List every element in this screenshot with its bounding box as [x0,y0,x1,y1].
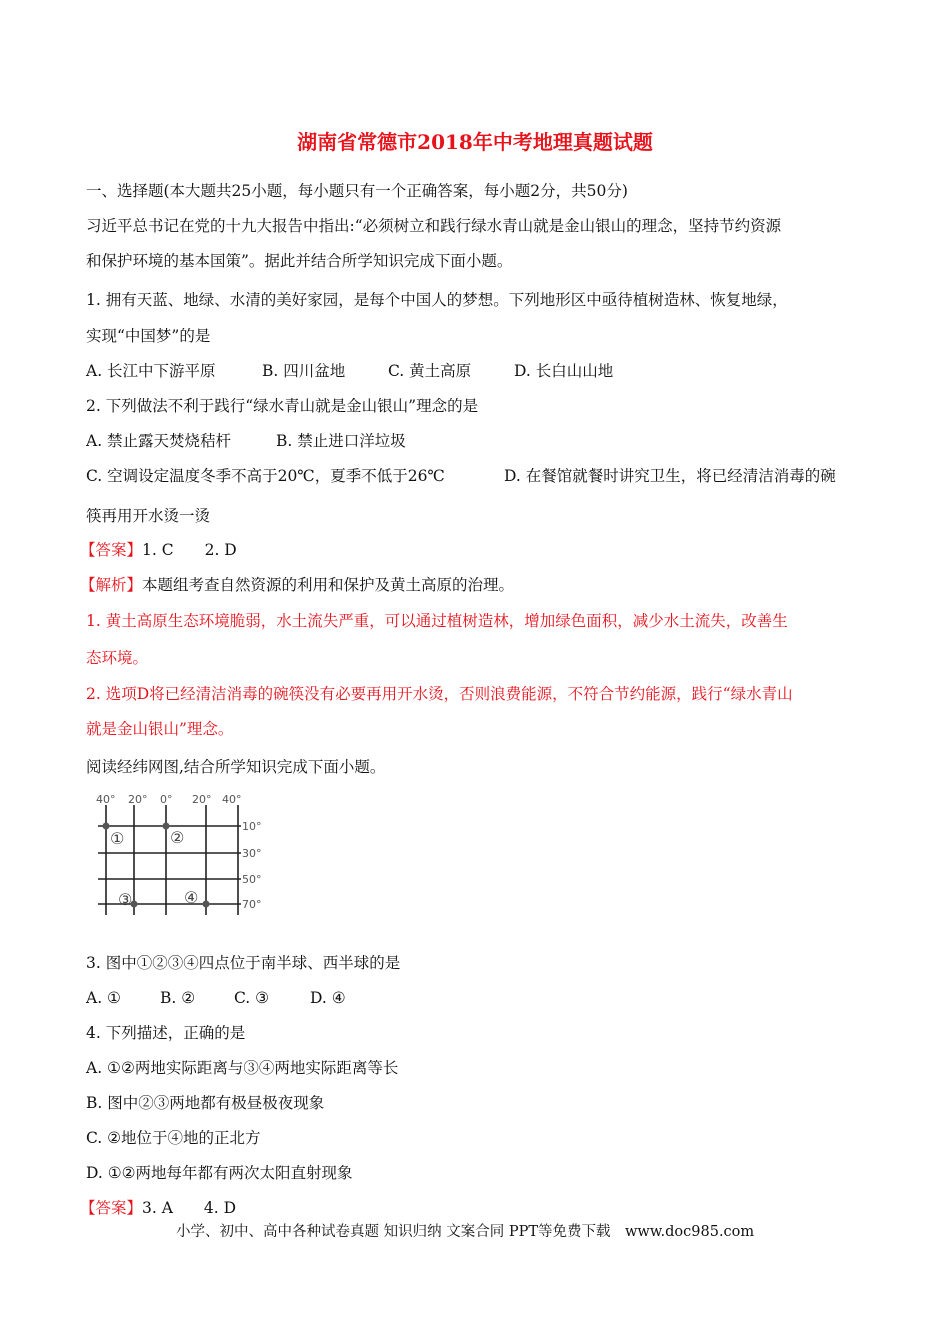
lon-label: 40° [222,793,242,806]
question-2-options-ab [86,431,406,451]
lon-label: 20° [192,793,212,806]
page-title: 湖南省常德市2018年中考地理真题试题 [297,130,653,154]
lat-label: 10° [242,820,262,833]
latitude-longitude-grid [86,787,271,917]
point-2-dot [163,823,170,830]
option-b: B. ② [160,989,196,1007]
question-3-stem: 3. 图中①②③④四点位于南半球、西半球的是 [86,954,401,972]
answer-label: 【答案】 [80,1199,143,1217]
analysis-p2-line-1: 2. 选项D将已经清洁消毒的碗筷没有必要再用开水烫，否则浪费能源，不符合节约能源，践行“绿水青山 [86,685,793,703]
point-4-dot [203,901,210,908]
point-1-label: ① [110,829,125,848]
question-2-options-cd [86,466,836,486]
section-heading: 一、选择题(本大题共25小题，每小题只有一个正确答案，每小题2分，共50分) [86,182,628,200]
page-footer: 小学、初中、高中各种试卷真题 知识归纳 文案合同 PPT等免费下载 www.doc985.com [176,1224,755,1240]
point-1-dot [103,823,110,830]
lon-label: 40° [96,793,116,806]
question-2-stem: 2. 下列做法不利于践行“绿水青山就是金山银山”理念的是 [86,397,479,415]
question-1-line-1: 1. 拥有天蓝、地绿、水清的美好家园，是每个中国人的梦想。下列地形区中亟待植树造林、恢复地绿， [86,291,788,309]
question-4-option-b: B. 图中②③两地都有极昼极夜现象 [86,1094,325,1112]
option-a: A. 长江中下游平原 [86,362,216,380]
question-4-option-d: D. ①②两地每年都有两次太阳直射现象 [86,1164,353,1182]
intro-2: 阅读经纬网图,结合所学知识完成下面小题。 [86,758,386,776]
answer-text: 1. C 2. D [142,541,237,559]
point-4-label: ④ [184,888,199,907]
answer-1 [80,540,237,560]
question-3-options [86,988,346,1008]
lon-label: 0° [160,793,173,806]
option-c: C. 黄土高原 [388,362,472,380]
option-c: C. ③ [234,989,270,1007]
question-4-stem: 4. 下列描述，正确的是 [86,1024,246,1042]
option-b: B. 四川盆地 [262,362,346,380]
analysis-p1-line-1: 1. 黄土高原生态环境脆弱，水土流失严重，可以通过植树造林，增加绿色面积，减少水土流失，改善生 [86,612,788,630]
answer-text: 3. A 4. D [142,1199,237,1217]
option-d: D. ④ [310,989,346,1007]
analysis-p2-line-2: 就是金山银山”理念。 [86,720,234,738]
option-d: D. 在餐馆就餐时讲究卫生，将已经清洁消毒的碗 [504,467,836,485]
analysis-label: 【解析】 [80,576,143,594]
option-a: A. ① [86,989,121,1007]
point-2-label: ② [170,828,185,847]
point-3-label: ③ [118,890,133,909]
lat-label: 50° [242,873,262,886]
lon-label: 20° [128,793,148,806]
question-1-line-2: 实现“中国梦”的是 [86,327,211,345]
question-2-option-d-cont: 筷再用开水烫一烫 [86,507,211,525]
answer-2 [80,1198,236,1218]
option-c: C. 空调设定温度冬季不高于20℃，夏季不低于26℃ [86,467,445,485]
analysis-1 [80,575,514,595]
intro-line-2: 和保护环境的基本国策”。据此并结合所学知识完成下面小题。 [86,252,513,270]
intro-line-1: 习近平总书记在党的十九大报告中指出:“必须树立和践行绿水青山就是金山银山的理念，坚持节约资源 [86,217,782,235]
question-4-option-a: A. ①②两地实际距离与③④两地实际距离等长 [86,1059,399,1077]
lat-label: 70° [242,898,262,911]
option-a: A. 禁止露天焚烧秸杆 [86,432,232,450]
lat-label: 30° [242,847,262,860]
analysis-p1-line-2: 态环境。 [86,649,149,667]
option-b: B. 禁止进口洋垃圾 [276,432,406,450]
question-1-options [86,361,613,381]
question-4-option-c: C. ②地位于④地的正北方 [86,1129,261,1147]
analysis-text: 本题组考查自然资源的利用和保护及黄土高原的治理。 [142,576,515,594]
answer-label: 【答案】 [80,541,143,559]
option-d: D. 长白山山地 [514,362,614,380]
